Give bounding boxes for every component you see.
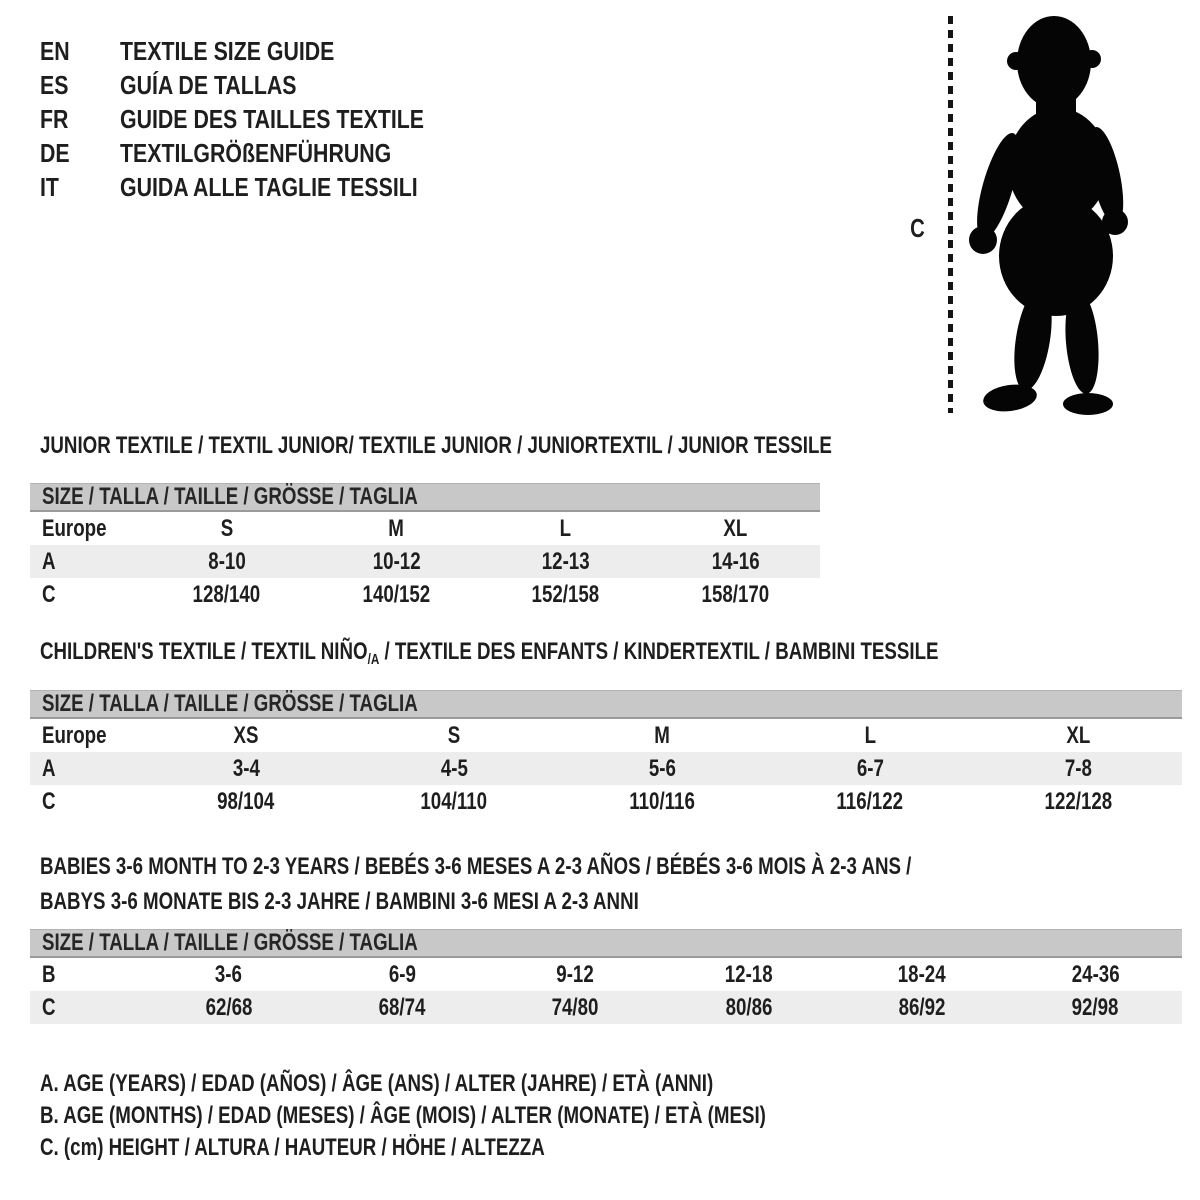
language-title: TEXTILGRÖßENFÜHRUNG <box>120 137 392 168</box>
table-cell: 86/92 <box>898 993 946 1021</box>
table-row <box>30 512 820 545</box>
table-cell: XL <box>723 514 748 542</box>
table-row <box>30 991 1182 1024</box>
row-label: B <box>42 960 56 988</box>
table-cell: 12-13 <box>541 547 590 575</box>
list-item <box>40 34 491 68</box>
row-label: C <box>42 787 56 815</box>
list-item <box>40 170 491 204</box>
legend-line-c: C. (cm) HEIGHT / ALTURA / HAUTEUR / HÖHE / ALTEZZA <box>40 1134 545 1161</box>
babies-section-heading <box>40 849 1157 919</box>
language-title-list <box>40 34 491 204</box>
table-cell: 5-6 <box>648 754 676 782</box>
language-code: FR <box>40 103 69 134</box>
table-row <box>30 578 820 611</box>
junior-section-heading: JUNIOR TEXTILE / TEXTIL JUNIOR/ TEXTILE JUNIOR / JUNIORTEXTIL / JUNIOR TESSILE <box>40 432 832 459</box>
language-code: ES <box>40 69 69 100</box>
babies-heading-line2: BABYS 3-6 MONATE BIS 2-3 JAHRE / BAMBINI 3-6 MESI A 2-3 ANNI <box>40 888 639 915</box>
figure-height-label: C <box>910 213 925 243</box>
children-section-heading: CHILDREN'S TEXTILE / TEXTIL $NIÑO_{/A}$ / TEXTILE DES ENFANTS / KINDERTEXTIL / BAMBINI TESSILE <box>40 638 939 668</box>
table-cell: 92/98 <box>1071 993 1119 1021</box>
babies-heading-line1: BABIES 3-6 MONTH TO 2-3 YEARS / BEBÉS 3-6 MESES A 2-3 AÑOS / BÉBÉS 3-6 MOIS À 2-3 ANS / <box>40 853 912 880</box>
table-cell: 122/128 <box>1044 787 1112 815</box>
language-title: GUÍA DE TALLAS <box>120 69 297 100</box>
table-row <box>30 958 1182 991</box>
table-cell: 8-10 <box>208 547 246 575</box>
table-cell: 14-16 <box>711 547 760 575</box>
language-title: GUIDE DES TAILLES TEXTILE <box>120 103 425 134</box>
table-cell: 116/122 <box>836 787 904 815</box>
list-item <box>40 136 491 170</box>
table-cell: XL <box>1066 721 1090 749</box>
table-cell: 62/68 <box>205 993 253 1021</box>
table-cell: 158/170 <box>701 580 770 608</box>
language-title: GUIDA ALLE TAGLIE TESSILI <box>120 171 418 202</box>
table-cell: 18-24 <box>898 960 946 988</box>
table-cell: 24-36 <box>1071 960 1120 988</box>
language-code: DE <box>40 137 70 168</box>
table-cell: 6-7 <box>856 754 884 782</box>
babies-size-table <box>30 929 1182 1024</box>
table-cell: 3-6 <box>215 960 243 988</box>
table-cell: L <box>560 514 572 542</box>
language-code: IT <box>40 171 59 202</box>
row-label: Europe <box>42 721 107 749</box>
table-row <box>30 719 1182 752</box>
row-label: A <box>42 547 56 575</box>
table-row <box>30 785 1182 818</box>
toddler-silhouette-icon <box>966 14 1136 416</box>
height-measure-dashed-line <box>948 16 953 413</box>
table-cell: S <box>447 721 461 749</box>
size-table-header: SIZE / TALLA / TAILLE / GRÖSSE / TAGLIA <box>30 690 1182 719</box>
row-label: C <box>42 993 56 1021</box>
table-cell: 98/104 <box>217 787 275 815</box>
row-label: A <box>42 754 56 782</box>
table-cell: 152/158 <box>531 580 600 608</box>
table-row <box>30 545 820 578</box>
table-cell: 7-8 <box>1064 754 1092 782</box>
table-cell: 10-12 <box>372 547 421 575</box>
table-cell: 4-5 <box>440 754 468 782</box>
junior-size-table <box>30 483 820 611</box>
legend-line-b: B. AGE (MONTHS) / EDAD (MESES) / ÂGE (MOIS) / ALTER (MONATE) / ETÀ (MESI) <box>40 1102 766 1129</box>
table-cell: 110/116 <box>629 787 695 815</box>
table-cell: M <box>654 721 670 749</box>
table-row <box>30 752 1182 785</box>
list-item <box>40 102 491 136</box>
measurement-legend <box>40 1068 971 1164</box>
legend-line-a: A. AGE (YEARS) / EDAD (AÑOS) / ÂGE (ANS) / ALTER (JAHRE) / ETÀ (ANNI) <box>40 1070 714 1097</box>
table-cell: 104/110 <box>420 787 488 815</box>
table-cell: 80/86 <box>725 993 773 1021</box>
language-title: TEXTILE SIZE GUIDE <box>120 35 335 66</box>
list-item <box>40 68 491 102</box>
table-cell: 74/80 <box>551 993 599 1021</box>
table-cell: XS <box>233 721 259 749</box>
table-cell: 140/152 <box>362 580 431 608</box>
size-table-header: SIZE / TALLA / TAILLE / GRÖSSE / TAGLIA <box>30 929 1182 958</box>
row-label: C <box>42 580 56 608</box>
table-cell: 68/74 <box>378 993 426 1021</box>
table-cell: 3-4 <box>232 754 260 782</box>
table-cell: L <box>864 721 876 749</box>
children-size-table <box>30 690 1182 818</box>
table-cell: M <box>388 514 405 542</box>
heading-subscript: /A <box>367 651 380 668</box>
table-cell: 128/140 <box>192 580 261 608</box>
language-code: EN <box>40 35 70 66</box>
table-cell: 12-18 <box>724 960 773 988</box>
size-table-header: SIZE / TALLA / TAILLE / GRÖSSE / TAGLIA <box>30 483 820 512</box>
table-cell: 6-9 <box>388 960 416 988</box>
table-cell: 9-12 <box>556 960 595 988</box>
table-cell: S <box>220 514 233 542</box>
row-label: Europe <box>42 514 107 542</box>
